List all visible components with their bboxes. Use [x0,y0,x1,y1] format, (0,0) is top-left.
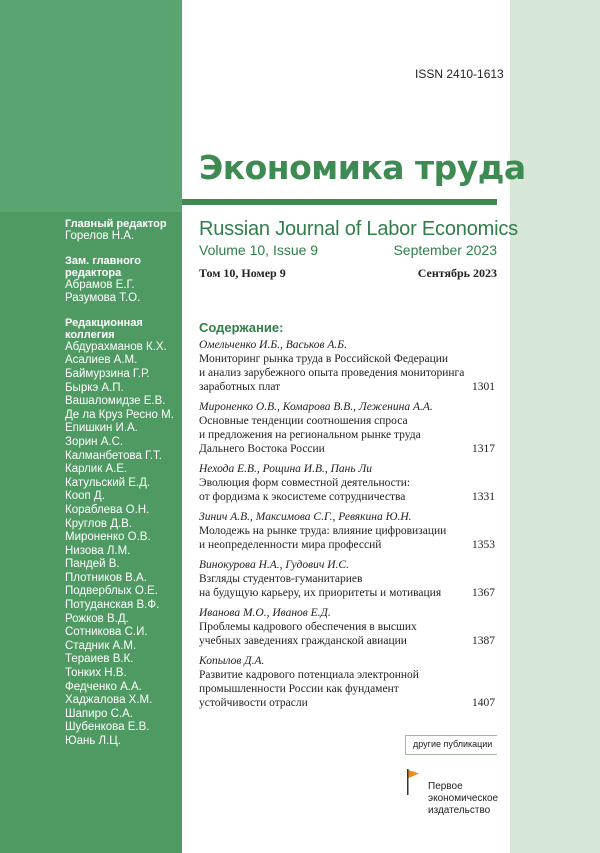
other-publications-label[interactable]: другие публикации [413,739,493,749]
volume-issue-ru: Том 10, Номер 9 [199,266,286,280]
deputy-editor-name: Абрамов Е.Г. [65,278,135,291]
board-member-name: Де ла Круз Ресно М. [65,408,174,421]
board-member-name: Вашаломидзе Е.В. [65,395,166,408]
publisher-name [428,781,498,817]
board-member-name: Стадник А.М. [65,639,137,652]
publisher-line: экономическое [428,793,499,804]
board-member-name: Шапиро С.А. [65,707,133,720]
toc-entry-page-number: 1367 [472,587,495,599]
toc-entry[interactable] [199,338,495,394]
board-member-name: Пандей В. [65,558,120,571]
board-member-name: Карлик А.Е. [65,463,128,476]
board-member-name: Низова Л.М. [65,544,131,557]
toc-entry[interactable] [199,558,495,600]
board-member-name: Подверблых О.Е. [65,585,158,598]
toc-entry-title-line: Эволюция форм совместной деятельности: [199,477,411,489]
table-of-contents [199,338,495,716]
board-member-name: Рожков В.Д. [65,612,129,625]
deputy-editor-name: Разумова Т.О. [65,292,141,305]
board-member-name: Абдурахманов К.Х. [65,340,167,353]
toc-entry-page-number: 1317 [472,443,495,455]
toc-entry-page-number: 1387 [472,635,495,647]
toc-entry-title-line: учебных заведениях гражданской авиации [199,635,407,647]
toc-entry-title-line: устойчивости отрасли [199,697,308,709]
toc-entry-title-line: Проблемы кадрового обеспечения в высших [199,621,417,633]
toc-entry-page-number: 1301 [472,381,495,393]
chief-editor-name: Горелов Н.А. [65,230,135,242]
board-member-name: Баймурзина Г.Р. [65,367,150,380]
issue-date-ru: Сентябрь 2023 [417,266,497,280]
chief-editor-heading: Главный редактор [65,218,167,230]
contents-heading: Содержание: [199,320,284,335]
toc-entry-title-line: Основные тенденции соотношения спроса [199,415,408,427]
flag-icon [406,769,420,795]
toc-entry-authors: Нехода Е.В., Рощина И.В., Пань Ли [199,463,373,475]
board-member-name: Хаджалова Х.М. [65,694,153,707]
deputy-editor-heading: Зам. главного [65,254,141,267]
toc-entry[interactable] [199,510,495,552]
publisher-line: издательство [428,805,491,816]
journal-title-ru: Экономика труда [199,148,526,187]
toc-entry[interactable] [199,462,495,504]
toc-entry-page-number: 1331 [472,491,495,503]
board-member-name: Асалиев А.М. [65,354,138,367]
toc-entry-authors: Иванова М.О., Иванов Е.Д. [199,607,331,619]
board-member-name: Федченко А.А. [65,680,142,693]
toc-entry-authors: Омельченко И.Б., Васьков А.Б. [199,339,347,351]
deputy-editor-heading-2: редактора [65,266,122,279]
issue-date-en: September 2023 [393,242,497,258]
toc-entry-page-number: 1407 [472,697,495,709]
issn-label: ISSN 2410-1613 [415,67,504,81]
board-member-name: Тонких Н.В. [65,667,127,680]
arrow-right-icon[interactable] [497,735,509,755]
board-member-name: Круглов Д.В. [65,517,133,530]
sidebar-top-block [0,0,182,212]
toc-entry-authors: Копылов Д.А. [199,655,265,667]
board-member-name: Зорин А.С. [65,435,124,448]
title-underline [182,199,497,205]
toc-entry[interactable] [199,654,495,710]
board-member-name: Кораблева О.Н. [65,503,150,516]
board-member-name: Мироненко О.В. [65,531,151,544]
board-heading: Редакционная [65,316,143,329]
board-member-name: Калманбетова Г.Т. [65,449,162,462]
toc-entry-title-line: заработных плат [199,381,281,393]
toc-entry-authors: Зинич А.В., Максимова С.Г., Ревякина Ю.Н. [199,511,412,523]
toc-entry-authors: Винокурова Н.А., Гудович И.С. [199,559,349,571]
board-member-name: Катульский Е.Д. [65,476,151,489]
board-member-name: Шубенкова Е.В. [65,721,150,734]
board-heading-2: коллегия [65,328,115,341]
toc-entry-title-line: Молодежь на рынке труда: влияние цифровизации [199,525,447,537]
journal-title-en: Russian Journal of Labor Economics [199,218,518,240]
toc-entry-title-line: и неопределенности мира профессий [199,539,382,551]
board-member-name: Быркэ А.П. [65,381,124,394]
publisher-line: Первое [428,781,463,792]
toc-entry-title-line: и анализ зарубежного опыта проведения мониторинга [199,367,465,379]
toc-entry[interactable] [199,606,495,648]
board-member-list [65,341,180,749]
toc-entry-title-line: Дальнего Востока России [199,443,325,455]
toc-entry-page-number: 1353 [472,539,495,551]
toc-entry-title-line: Развитие кадрового потенциала электронной [199,669,419,681]
toc-entry-title-line: и предложения на региональном рынке труда [199,429,421,441]
toc-entry-title-line: Взгляды студентов-гуманитариев [199,573,363,585]
toc-entry[interactable] [199,400,495,456]
editorial-board [65,218,180,749]
board-member-name: Плотников В.А. [65,571,147,584]
board-member-name: Тераиев В.К. [65,653,134,666]
toc-entry-title-line: от фордизма к экосистеме сотрудничества [199,491,406,503]
volume-issue-en: Volume 10, Issue 9 [199,242,319,258]
deputy-editor-list [65,279,180,306]
board-member-name: Сотникова С.И. [65,626,148,639]
toc-entry-title-line: промышленности России как фундамент [199,683,399,695]
board-member-name: Юань Л.Ц. [65,735,121,747]
toc-entry-title-line: на будущую карьеру, их приоритеты и мотивация [199,587,442,599]
board-member-name: Кооп Д. [65,490,105,503]
board-member-name: Епишкин И.А. [65,422,138,435]
toc-entry-authors: Мироненко О.В., Комарова В.В., Леженина А.А. [199,401,433,413]
board-member-name: Потуданская В.Ф. [65,599,160,612]
toc-entry-title-line: Мониторинг рынка труда в Российской Федерации [199,353,449,365]
